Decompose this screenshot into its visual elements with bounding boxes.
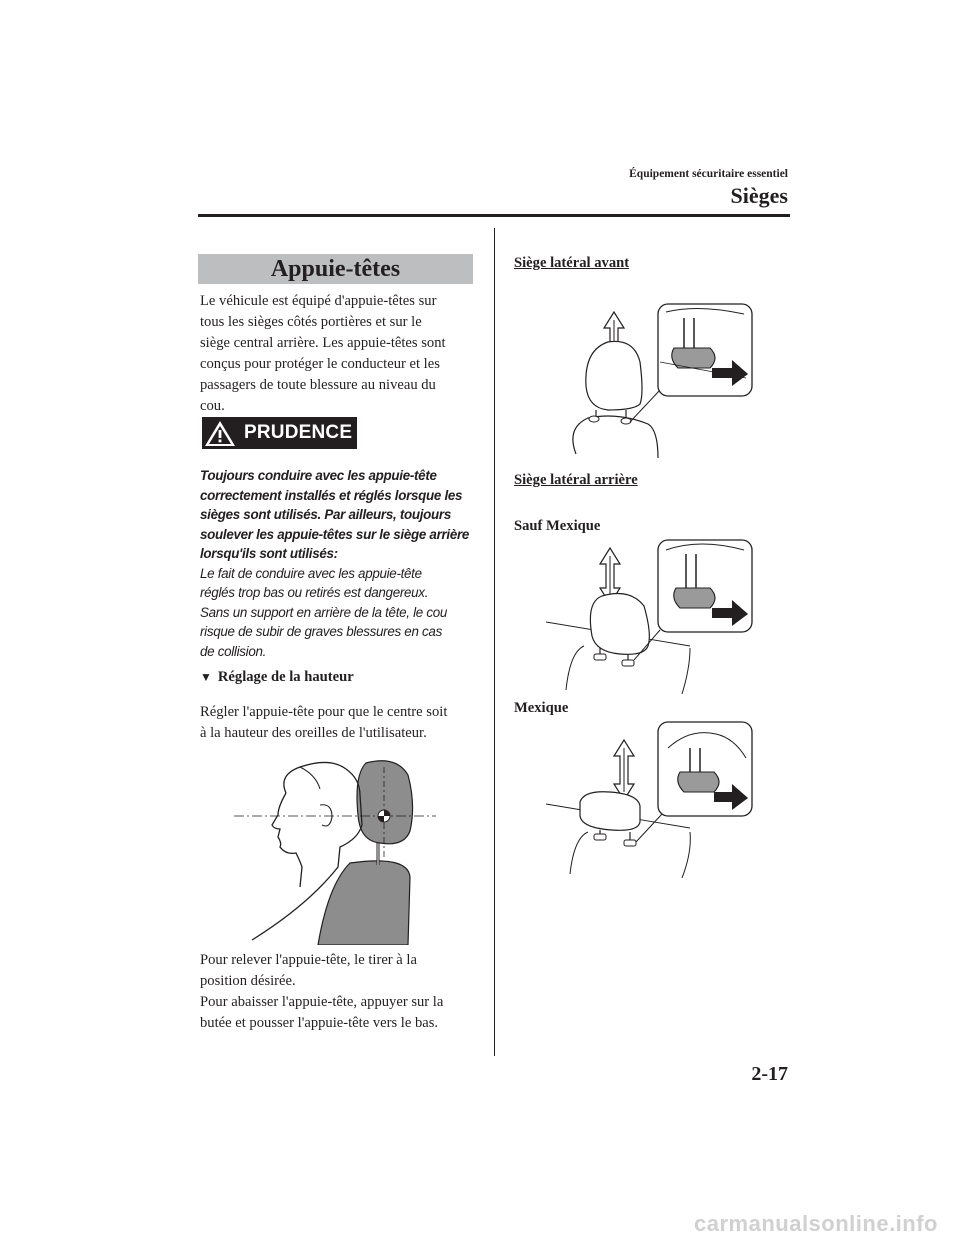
watermark: carmanualsonline.info [694,1211,938,1236]
header-rule [198,214,790,217]
warning-triangle-icon [202,417,238,449]
head-height-illustration [228,755,448,945]
front-seat-heading: Siège latéral avant [514,255,630,271]
running-header-subtitle: Équipement sécuritaire essentiel [629,168,788,180]
triangle-down-icon: ▼ [200,670,212,684]
page-number: 2-17 [751,1063,788,1085]
caution-badge [202,417,357,449]
bottom-paragraph: Pour relever l'appuie-tête, le tirer à la position désirée. Pour abaisser l'appuie-tête, appuyer sur la butée et pousser l'appuie-tête vers le bas. [200,952,444,1031]
section-banner: Appuie-têtes [198,254,473,284]
front-seat-illustration [548,298,758,458]
rear-seat-heading: Siège latéral arrière [514,472,638,488]
caution-label: PRUDENCE [244,422,353,443]
column-divider [494,228,495,1056]
intro-paragraph: Le véhicule est équipé d'appuie-têtes sur tous les sièges côtés portières et sur le siège central arrière. Les appuie-têtes sont conçus pour protéger le conducteur et les passagers de toute blessure au niveau du cou. [200,293,446,414]
section-paragraph: Régler l'appuie-tête pour que le centre soit à la hauteur des oreilles de l'utilisateur. [200,704,448,741]
rear-sub-mexico: Mexique [514,700,569,716]
rear-seat-illustration-standard [540,536,758,694]
running-header-title: Sièges [730,183,788,208]
rear-sub-except-mexico: Sauf Mexique [514,518,601,534]
rear-seat-illustration-mexico [540,718,758,878]
section-subheading: ▼ Réglage de la hauteur [200,669,354,685]
warning-text: Toujours conduire avec les appuie-tête correctement installés et réglés lorsque les sièges sont utilisés. Par ailleurs, toujours soulever les appuie-têtes sur le siège arrière lorsqu'ils sont utilisés: Le fait de conduire avec les appuie-tête réglés trop bas ou retirés est dangereux. Sans un support en arrière de la tête, le cou risque de subir de graves blessures en cas de collision. [200,468,470,659]
